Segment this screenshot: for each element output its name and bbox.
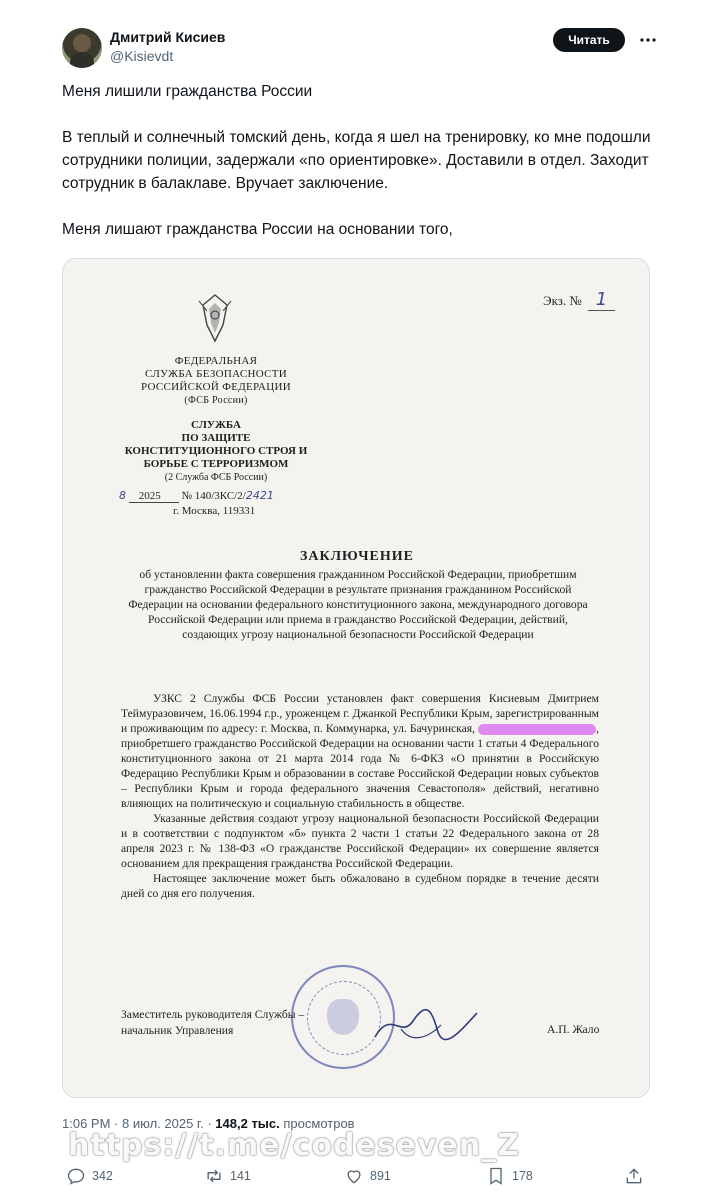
body-paragraph: Указанные действия создают угрозу национальной безопасности Российской Федерации и в соответствии с подпунктом «б» пункта 2 части 1 статьи 22 Федерального закона от 28 апреля 2023 г. № 138-ФЗ «О гражданстве Российской Федерации» их совершение является основанием для прекращения гражданства Российской Федерации. <box>121 812 599 870</box>
body-paragraph: УЗКС 2 Службы ФСБ России установлен факт совершения Кисиевым Дмитрием Теймуразовичем, 16.06.1994 г.р., уроженцем г. Джанкой Республики Крым, зарегистрированным и проживающим по адресу: г. Москва, п. Коммунарка, ул. Бачуринская, , приобретшего гражданство Российской Федерации на основании части 1 статьи 4 Федерального конституционного закона от 21 марта 2014 года № 6-ФКЗ «О принятии в Российскую Федерацию Республики Крым и образовании в составе Российской Федерации новых субъектов – Республики Крым и города федерального значения Севастополя» действий, негативно влияющих на политическую и социальную стабильность в обществе. <box>121 692 599 810</box>
document-title: ЗАКЛЮЧЕНИЕ <box>299 549 415 564</box>
repost-icon <box>204 1166 224 1186</box>
tweet-paragraph: Меня лишили гражданства России <box>62 83 313 100</box>
reply-count: 342 <box>92 1169 113 1183</box>
like-count: 891 <box>370 1169 391 1183</box>
like-button[interactable] <box>344 1164 391 1188</box>
tweet-meta: 1:06 PM · 8 июл. 2025 г. · 148,2 тыс. просмотров <box>62 1116 355 1131</box>
bookmark-count: 178 <box>512 1169 533 1183</box>
copy-number: Экз. № 1 <box>543 289 615 310</box>
department-block: СЛУЖБА ПО ЗАЩИТЕ КОНСТИТУЦИОННОГО СТРОЯ И БОРЬБЕ С ТЕРРОРИЗМОМ (2 Служба ФСБ России) <box>124 419 308 483</box>
tweet-paragraph: В теплый и солнечный томский день, когда я шел на тренировку, ко мне подошли сотрудники полиции, задержали «по ориентировке». Доставили в отдел. Заходит сотрудник в балаклаве. Вручает заключение. <box>62 129 651 192</box>
user-handle[interactable]: @Kisievdt <box>110 48 174 64</box>
share-button[interactable] <box>624 1164 644 1188</box>
document-subtitle: об установлении факта совершения гражданином Российской Федерации, приобретшим гражданство Российской Федерации в результате признания гражданином Российской Федерации на основании федерального конституционного закона, международного договора Российской Федерации или приема в гражданство Российской Федерации, действий, создающих угрозу национальной безопасности Российской Федерации <box>128 568 588 641</box>
document-city: г. Москва, 119331 <box>173 505 256 517</box>
tweet-text <box>62 80 652 241</box>
reply-icon <box>66 1166 86 1186</box>
more-icon[interactable] <box>638 30 658 50</box>
user-name[interactable]: Дмитрий Кисиев <box>110 29 226 45</box>
tweet-date[interactable]: 8 июл. 2025 г. <box>122 1116 204 1131</box>
document-body <box>121 691 599 901</box>
redaction-mark <box>478 724 596 735</box>
fsb-document <box>63 259 650 1098</box>
document-image[interactable] <box>62 258 650 1098</box>
tweet-time[interactable]: 1:06 PM <box>62 1116 111 1131</box>
tweet-header <box>62 26 652 70</box>
avatar[interactable] <box>62 28 102 68</box>
body-paragraph: Настоящее заключение может быть обжаловано в судебном порядке в течение десяти дней со дня его получения. <box>121 872 599 900</box>
signatory-position: Заместитель руководителя Службы – начальник Управления <box>121 1008 305 1037</box>
repost-button[interactable] <box>204 1164 251 1188</box>
action-bar <box>62 1164 652 1188</box>
share-icon <box>624 1166 644 1186</box>
views-label: просмотров <box>283 1116 355 1131</box>
watermark: https://t.me/codeseven_Z <box>68 1128 521 1163</box>
reply-button[interactable] <box>66 1164 113 1188</box>
signature <box>371 999 481 1049</box>
bookmark-button[interactable] <box>486 1164 533 1188</box>
views-count: 148,2 тыс. <box>215 1116 280 1131</box>
tweet-paragraph: Меня лишают гражданства России на основании того, <box>62 221 453 238</box>
bookmark-icon <box>486 1166 506 1186</box>
signatory-name: А.П. Жало <box>547 1023 600 1036</box>
heart-icon <box>344 1166 364 1186</box>
repost-count: 141 <box>230 1169 251 1183</box>
fsb-emblem-icon <box>193 291 237 347</box>
follow-button[interactable]: Читать <box>553 28 625 52</box>
document-number: 8 2025 № 140/3КС/2/2421 <box>119 489 274 502</box>
organization-block: ФЕДЕРАЛЬНАЯ СЛУЖБА БЕЗОПАСНОСТИ РОССИЙСКОЙ ФЕДЕРАЦИИ (ФСБ России) <box>140 355 292 406</box>
